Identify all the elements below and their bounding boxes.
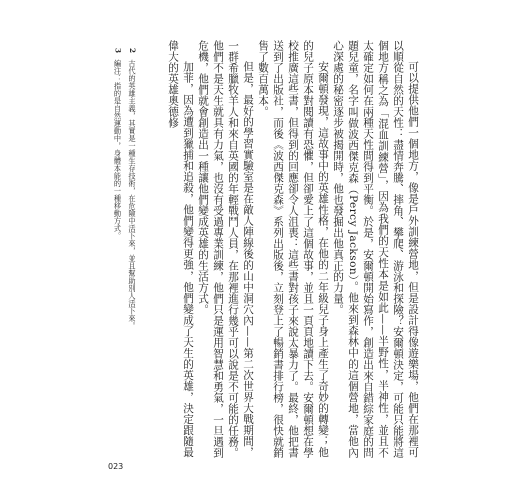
footnote-text: 編注：指的是自然運動中，身體本能的一種移動方式。 xyxy=(113,59,123,240)
footnote-number: 3 xyxy=(113,48,123,54)
page-number: 023 xyxy=(108,462,124,471)
paragraph: 安爾頓發現，這故事中的英雄性格，在他的二年級兒子身上產生了奇妙的轉變；他的兒子原本對閱讀有恐懼，但卻愛上了這個故事，並且一頁頁地讀下去。安爾頓想在學校推廣這些書，但得到的回應卻令人沮喪：這些書對孩子來說太暴力了。最終，他把書送到了出版社，而後《波西傑克森》系列出版後，立刻登上了暢銷書排行榜，很快就銷售了數百萬本。 xyxy=(257,40,329,458)
footnote xyxy=(112,48,123,458)
footnote-number: 2 xyxy=(128,48,137,54)
paragraph: 加菲，因為遭到獵捕和追殺，他們變得更強，他們變成了天生的英雄，決定跟隨最偉大的英雄奧德修 xyxy=(167,40,194,458)
main-text-column xyxy=(165,40,420,458)
paragraph: 可以提供他們一個地方，像是戶外訓練營地，但是設計得像遊樂場，他們在那裡可以順從自然的天性：盡情奔騰、摔角、攀爬、游泳和探險？安爾頓決定，可能只能將這個地方稱之為「混血訓練營」，因為我們的天性本是如此——半野性，半神性，並且不太確定如何在兩種天性間得到平衡。於是，安爾頓開始寫作，創造出來自錯綜家庭的問題兒童，名字叫做波西傑克森（Percy Jackson）。他來到森林中的這個營地，當他內心深處的秘密逐步被揭開時，他也發掘出他真正的力量。 xyxy=(332,40,419,458)
footnote xyxy=(127,48,138,458)
footnote-text: 古代的英雄主義，其實是一種生存技術，在危險中活下來，並且幫助別人活下來。 xyxy=(128,59,137,330)
footnotes xyxy=(108,48,137,458)
paragraph: 但是，最好的學習實驗室是在敵人陣線後的山中洞穴內——第二次世界大戰期間，一群希臘牧羊人和來自英國的年輕戰鬥人員，在那裡進行幾乎可以說是不可能的任務。他們不是天生就具有力氣，也沒有受過專業訓練，他們只是運用智慧和勇氣，一旦遇到危機，他們就會創造出一種讓他們變成英雄的生活方式。 xyxy=(197,40,254,458)
